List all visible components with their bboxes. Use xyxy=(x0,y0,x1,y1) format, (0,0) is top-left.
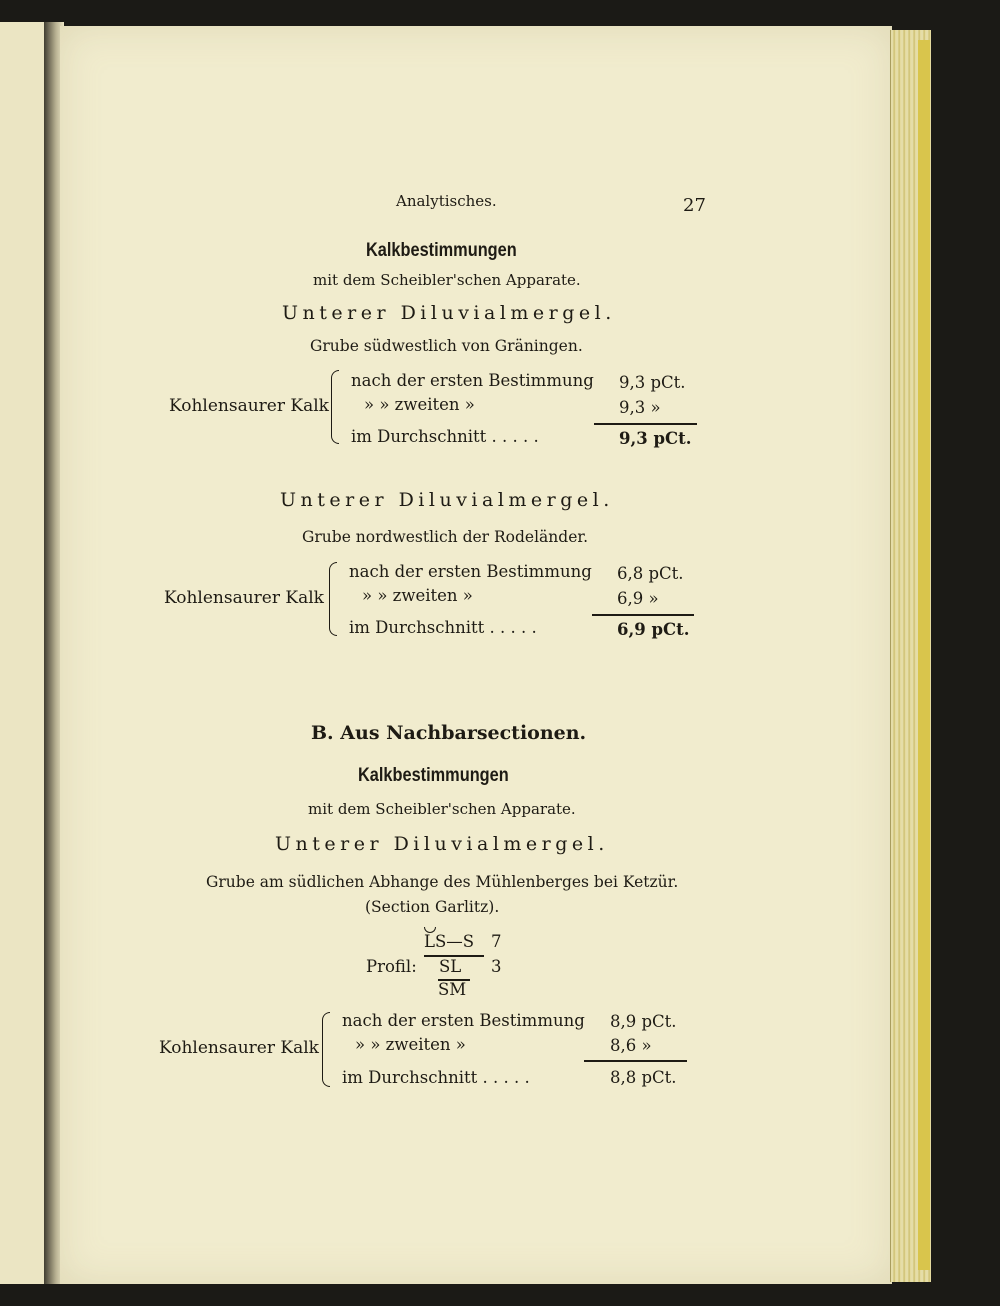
measurement-row: nach der ersten Bestimmung xyxy=(351,371,594,390)
grouping-brace xyxy=(331,370,339,444)
sum-rule xyxy=(594,423,697,425)
average-value: 6,9 pCt. xyxy=(617,620,690,639)
measurement-row: » » zweiten » xyxy=(362,586,473,605)
measurement-row: » » zweiten » xyxy=(364,395,475,414)
profile-label: Profil: xyxy=(366,957,417,976)
sum-rule xyxy=(584,1060,687,1062)
profile-line-2: SL xyxy=(439,957,462,976)
sample-location: Grube südwestlich von Gräningen. xyxy=(310,337,583,355)
average-row: im Durchschnitt . . . . . xyxy=(351,427,539,446)
average-value: 9,3 pCt. xyxy=(619,429,692,448)
measurement-row: nach der ersten Bestimmung xyxy=(342,1011,585,1030)
section-title: Kalkbestimmungen xyxy=(366,240,517,261)
profile-number: 7 xyxy=(491,932,502,951)
book-page xyxy=(60,26,892,1284)
grouping-brace xyxy=(322,1012,330,1087)
profile-line-3: SM xyxy=(438,980,467,999)
measurement-value: 8,6 » xyxy=(610,1036,652,1055)
section-subtitle: mit dem Scheibler'schen Apparate. xyxy=(308,800,576,818)
page-number: 27 xyxy=(683,195,706,216)
average-row: im Durchschnitt . . . . . xyxy=(349,618,537,637)
measurement-row: » » zweiten » xyxy=(355,1035,466,1054)
measurement-value: 8,9 pCt. xyxy=(610,1012,677,1031)
kalk-label: Kohlensaurer Kalk xyxy=(159,1038,319,1058)
section-subtitle: mit dem Scheibler'schen Apparate. xyxy=(313,271,581,289)
average-row: im Durchschnitt . . . . . xyxy=(342,1068,530,1087)
measurement-value: 9,3 » xyxy=(619,398,661,417)
measurement-row: nach der ersten Bestimmung xyxy=(349,562,592,581)
profile-number: 3 xyxy=(491,957,502,976)
section-heading: B. Aus Nachbarsectionen. xyxy=(311,722,587,744)
kalk-label: Kohlensaurer Kalk xyxy=(169,396,329,416)
sample-location: Grube nordwestlich der Rodeländer. xyxy=(302,528,589,546)
sum-rule xyxy=(592,614,694,616)
section-name: (Section Garlitz). xyxy=(365,898,500,916)
profile-line-1: LS—S xyxy=(424,932,475,951)
measurement-value: 9,3 pCt. xyxy=(619,373,686,392)
sample-location: Grube am südlichen Abhange des Mühlenberges bei Ketzür. xyxy=(206,873,679,891)
measurement-value: 6,9 » xyxy=(617,589,659,608)
mergel-heading: Unterer Diluvialmergel. xyxy=(275,833,609,855)
grouping-brace xyxy=(329,562,337,636)
measurement-value: 6,8 pCt. xyxy=(617,564,684,583)
kalk-label: Kohlensaurer Kalk xyxy=(164,588,324,608)
gilt-page-edge xyxy=(918,40,930,1270)
average-value: 8,8 pCt. xyxy=(610,1068,677,1087)
left-facing-page xyxy=(0,22,46,1284)
mergel-heading: Unterer Diluvialmergel. xyxy=(282,302,616,324)
running-header: Analytisches. xyxy=(396,192,497,210)
section-title: Kalkbestimmungen xyxy=(358,765,509,786)
mergel-heading: Unterer Diluvialmergel. xyxy=(280,489,614,511)
